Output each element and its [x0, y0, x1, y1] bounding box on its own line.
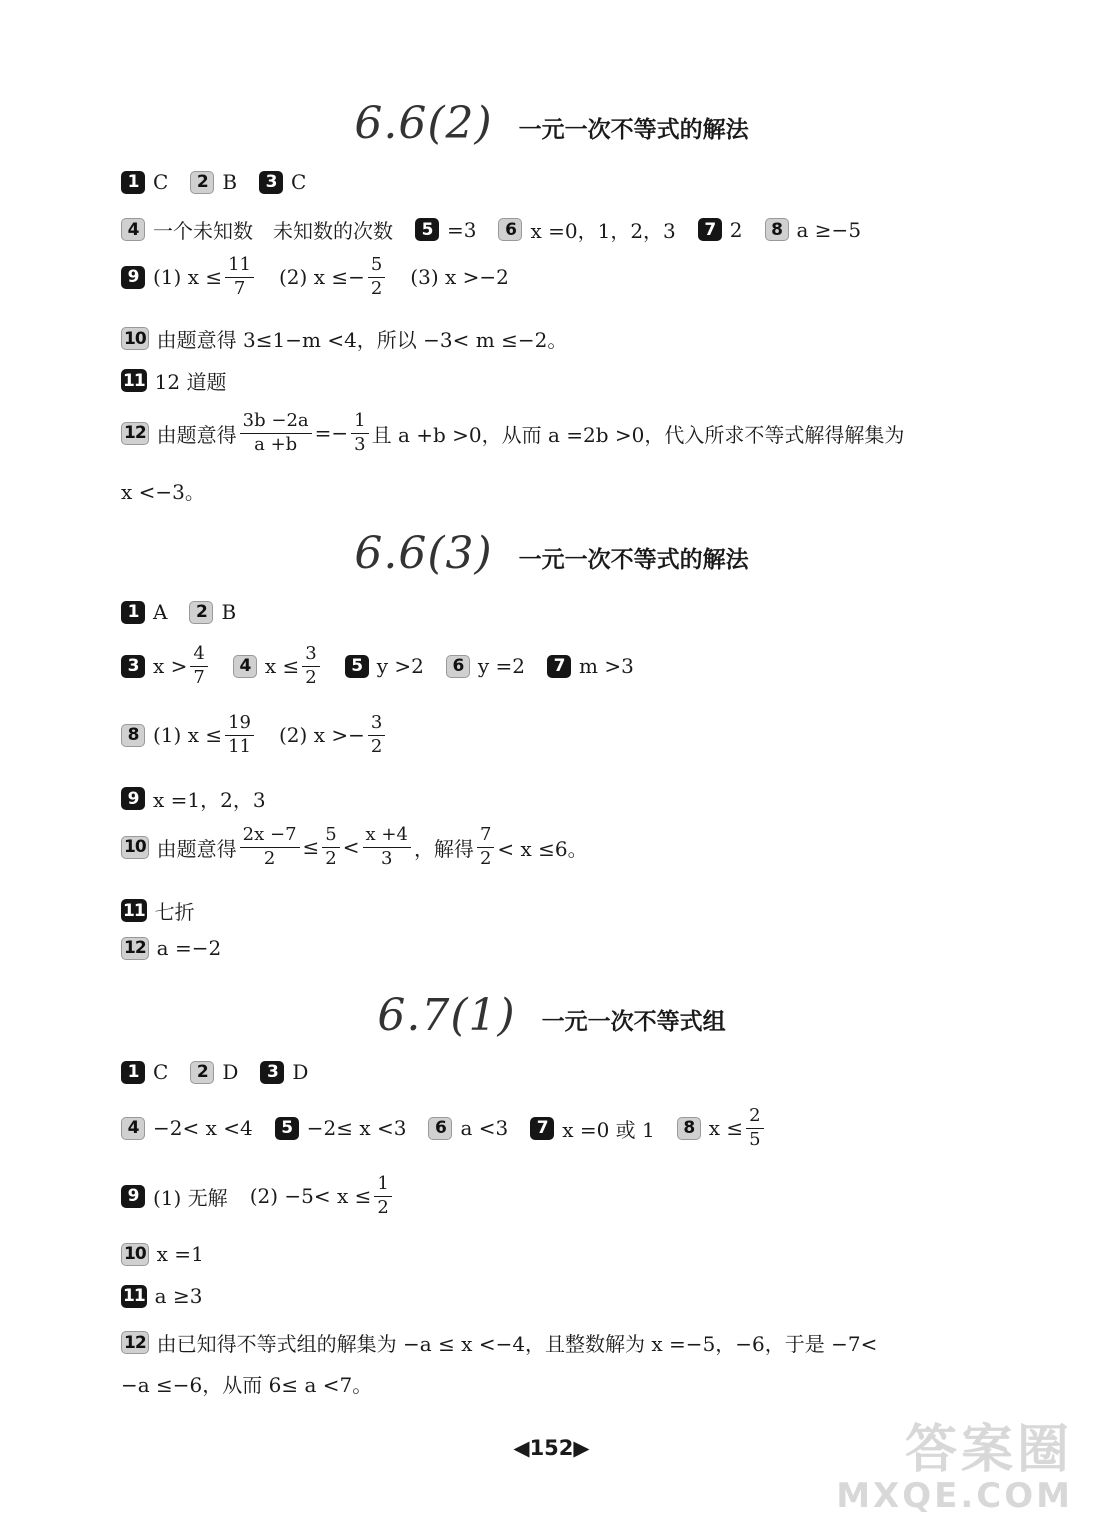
numerator: 7 — [477, 826, 494, 848]
question-number: 3 — [259, 171, 283, 194]
question-number: 11 — [123, 900, 145, 921]
answer-part: < x ≤6。 — [497, 836, 588, 861]
question-number: 1 — [121, 601, 145, 624]
answer-row — [121, 215, 861, 244]
answer-row — [121, 170, 306, 194]
answer-row-continuation — [121, 476, 205, 505]
denominator: 2 — [370, 277, 383, 299]
fraction — [302, 645, 319, 688]
answer-part: (1) x ≤ — [153, 723, 223, 748]
answer: =3 — [447, 217, 477, 242]
answer-row — [121, 324, 567, 353]
answer: x =1，2，3 — [153, 788, 266, 812]
answer: −2≤ x <3 — [306, 1116, 407, 1141]
numerator: 3 — [302, 645, 319, 667]
question-number: 10 — [121, 836, 149, 859]
question-number: 8 — [121, 724, 145, 747]
answer-row — [121, 1328, 877, 1357]
answer-part: (2) x >− — [279, 723, 365, 748]
denominator: 5 — [749, 1128, 761, 1150]
question-number: 12 — [121, 422, 149, 445]
denominator: 11 — [228, 735, 251, 757]
watermark — [836, 1420, 1073, 1516]
answer: a ≥3 — [154, 1284, 203, 1308]
answer-part: ，解得 — [413, 836, 474, 861]
question-number: 2 — [190, 171, 214, 194]
answer-row — [121, 1107, 767, 1150]
fraction — [240, 412, 312, 455]
answer-row-continuation — [121, 1369, 372, 1398]
numerator: 1 — [374, 1175, 391, 1197]
denominator: 7 — [193, 666, 205, 688]
question-number: 9 — [121, 1185, 145, 1208]
question-number: 2 — [189, 601, 213, 624]
answer-part: (1) x ≤ — [153, 265, 223, 290]
answer: x =0 或 1 — [562, 1117, 655, 1142]
denominator: 2 — [370, 735, 383, 757]
denominator: a +b — [254, 433, 298, 455]
fraction — [746, 1107, 763, 1150]
section-number: 6.6(2) — [354, 98, 493, 149]
answer: 2 — [729, 217, 743, 242]
question-number: 5 — [415, 218, 439, 241]
section-number: 6.7(1) — [377, 990, 516, 1041]
answer: 由已知得不等式组的解集为 −a ≤ x <−4，且整数解为 x =−5，−6，于是 −7< — [156, 1332, 878, 1356]
answer-part: x ≤ — [708, 1116, 744, 1141]
numerator: 2 — [746, 1107, 763, 1129]
question-number: 4 — [121, 218, 145, 241]
question-number: 5 — [345, 655, 369, 678]
answer: x =0，1，2，3 — [530, 219, 676, 243]
fraction — [351, 412, 368, 455]
denominator: 2 — [305, 666, 317, 688]
fraction — [374, 1175, 391, 1218]
answer-part: (2) x ≤− — [279, 265, 365, 290]
numerator: 5 — [322, 826, 339, 848]
watermark-logo: 答案圈 — [904, 1420, 1073, 1480]
section-name: 一元一次不等式的解法 — [518, 117, 749, 143]
denominator: 2 — [479, 847, 492, 869]
fraction — [477, 826, 494, 869]
question-number: 10 — [121, 1243, 149, 1266]
answer-part: 且 a +b >0，从而 a =2b >0，代入所求不等式解得解集为 — [371, 422, 905, 447]
question-number: 7 — [547, 655, 571, 678]
numerator: 19 — [225, 714, 254, 736]
question-number: 12 — [121, 937, 149, 960]
answer-row — [121, 1242, 204, 1266]
answer-part: 由题意得 — [156, 836, 237, 861]
answer-row — [121, 256, 509, 299]
answer: a ≥−5 — [796, 217, 862, 242]
watermark-url: MXQE.COM — [836, 1476, 1073, 1516]
answer-part: < — [342, 835, 360, 860]
answer-row — [121, 784, 266, 813]
section-name: 一元一次不等式组 — [541, 1009, 726, 1035]
answer-part: ≤ — [302, 835, 320, 860]
answer: C — [153, 170, 169, 194]
question-number: 6 — [446, 655, 470, 678]
answer: y >2 — [376, 654, 424, 679]
numerator: 3 — [368, 714, 385, 736]
answer-row — [121, 714, 388, 757]
numerator: 2x −7 — [240, 826, 300, 848]
question-number: 10 — [121, 327, 149, 350]
question-number: 1 — [121, 1061, 145, 1084]
answer: −2< x <4 — [153, 1116, 253, 1141]
section-name: 一元一次不等式的解法 — [518, 547, 749, 573]
question-number: 1 — [121, 171, 145, 194]
answer-part: (1) 无解 — [153, 1185, 228, 1210]
question-number: 8 — [677, 1117, 701, 1140]
answer: 由题意得 3≤1−m <4，所以 −3< m ≤−2。 — [156, 328, 568, 352]
answer-row — [121, 412, 904, 455]
answer: a =−2 — [156, 936, 222, 960]
denominator: 2 — [263, 847, 276, 869]
answer-row — [121, 1284, 202, 1308]
question-number: 2 — [190, 1061, 214, 1084]
answer-row — [121, 826, 588, 869]
fraction — [240, 826, 300, 869]
question-number: 6 — [498, 218, 522, 241]
answer: C — [153, 1060, 169, 1084]
fraction — [225, 714, 254, 757]
answer-part: =− — [314, 421, 349, 446]
section-number: 6.6(3) — [354, 528, 493, 579]
question-number: 9 — [121, 266, 145, 289]
answer: m >3 — [579, 654, 634, 679]
answer: C — [291, 170, 307, 194]
answer: D — [292, 1060, 309, 1084]
numerator: x +4 — [363, 826, 411, 848]
answer-row — [121, 366, 226, 395]
answer-row — [121, 600, 236, 624]
numerator: 11 — [225, 256, 254, 278]
question-number: 11 — [123, 1286, 145, 1306]
denominator: 7 — [233, 277, 246, 299]
section-title-6-6-3 — [0, 524, 1103, 579]
question-number: 7 — [698, 218, 722, 241]
numerator: 4 — [190, 645, 207, 667]
answer-row — [121, 645, 634, 688]
answer-part: x > — [153, 654, 188, 679]
answer: A — [153, 600, 168, 624]
denominator: 2 — [325, 847, 337, 869]
question-number: 6 — [428, 1117, 452, 1140]
answer: 12 道题 — [154, 370, 227, 394]
fraction — [363, 826, 411, 869]
answer-part: 由题意得 — [156, 422, 237, 447]
numerator: 3b −2a — [240, 412, 312, 434]
fraction — [368, 256, 385, 299]
denominator: 3 — [354, 433, 366, 455]
fraction — [322, 826, 339, 869]
question-number: 9 — [121, 787, 145, 810]
answer: 七折 — [154, 900, 195, 924]
answer-row — [121, 896, 195, 925]
answer-row — [121, 936, 221, 960]
question-number: 7 — [530, 1117, 554, 1140]
answer-row — [121, 1060, 308, 1084]
answer-part: x ≤ — [264, 654, 300, 679]
answer-row — [121, 1175, 395, 1218]
question-number: 3 — [121, 655, 145, 678]
answer-part: (2) −5< x ≤ — [249, 1184, 372, 1209]
fraction — [225, 256, 254, 299]
answer: B — [222, 170, 238, 194]
fraction — [368, 714, 385, 757]
answer: y =2 — [477, 654, 525, 679]
answer: B — [221, 600, 237, 624]
answer: 一个未知数 未知数的次数 — [153, 219, 393, 243]
page-number: ◀152▶ — [513, 1436, 590, 1460]
question-number: 8 — [765, 218, 789, 241]
answer: −a ≤−6，从而 6≤ a <7。 — [121, 1373, 373, 1397]
question-number: 12 — [121, 1331, 149, 1354]
answer: x <−3。 — [121, 480, 205, 504]
answer-part: (3) x >−2 — [410, 265, 509, 290]
question-number: 4 — [233, 655, 257, 678]
answer: x =1 — [156, 1242, 204, 1266]
section-title-6-7-1 — [0, 986, 1103, 1041]
fraction — [190, 645, 207, 688]
question-number: 5 — [275, 1117, 299, 1140]
answer: a <3 — [460, 1116, 509, 1141]
question-number: 3 — [260, 1061, 284, 1084]
numerator: 5 — [368, 256, 385, 278]
question-number: 11 — [123, 370, 145, 391]
answer: D — [222, 1060, 239, 1084]
denominator: 3 — [381, 847, 393, 869]
denominator: 2 — [377, 1196, 389, 1218]
section-title-6-6-2 — [0, 94, 1103, 149]
question-number: 4 — [121, 1117, 145, 1140]
numerator: 1 — [351, 412, 368, 434]
